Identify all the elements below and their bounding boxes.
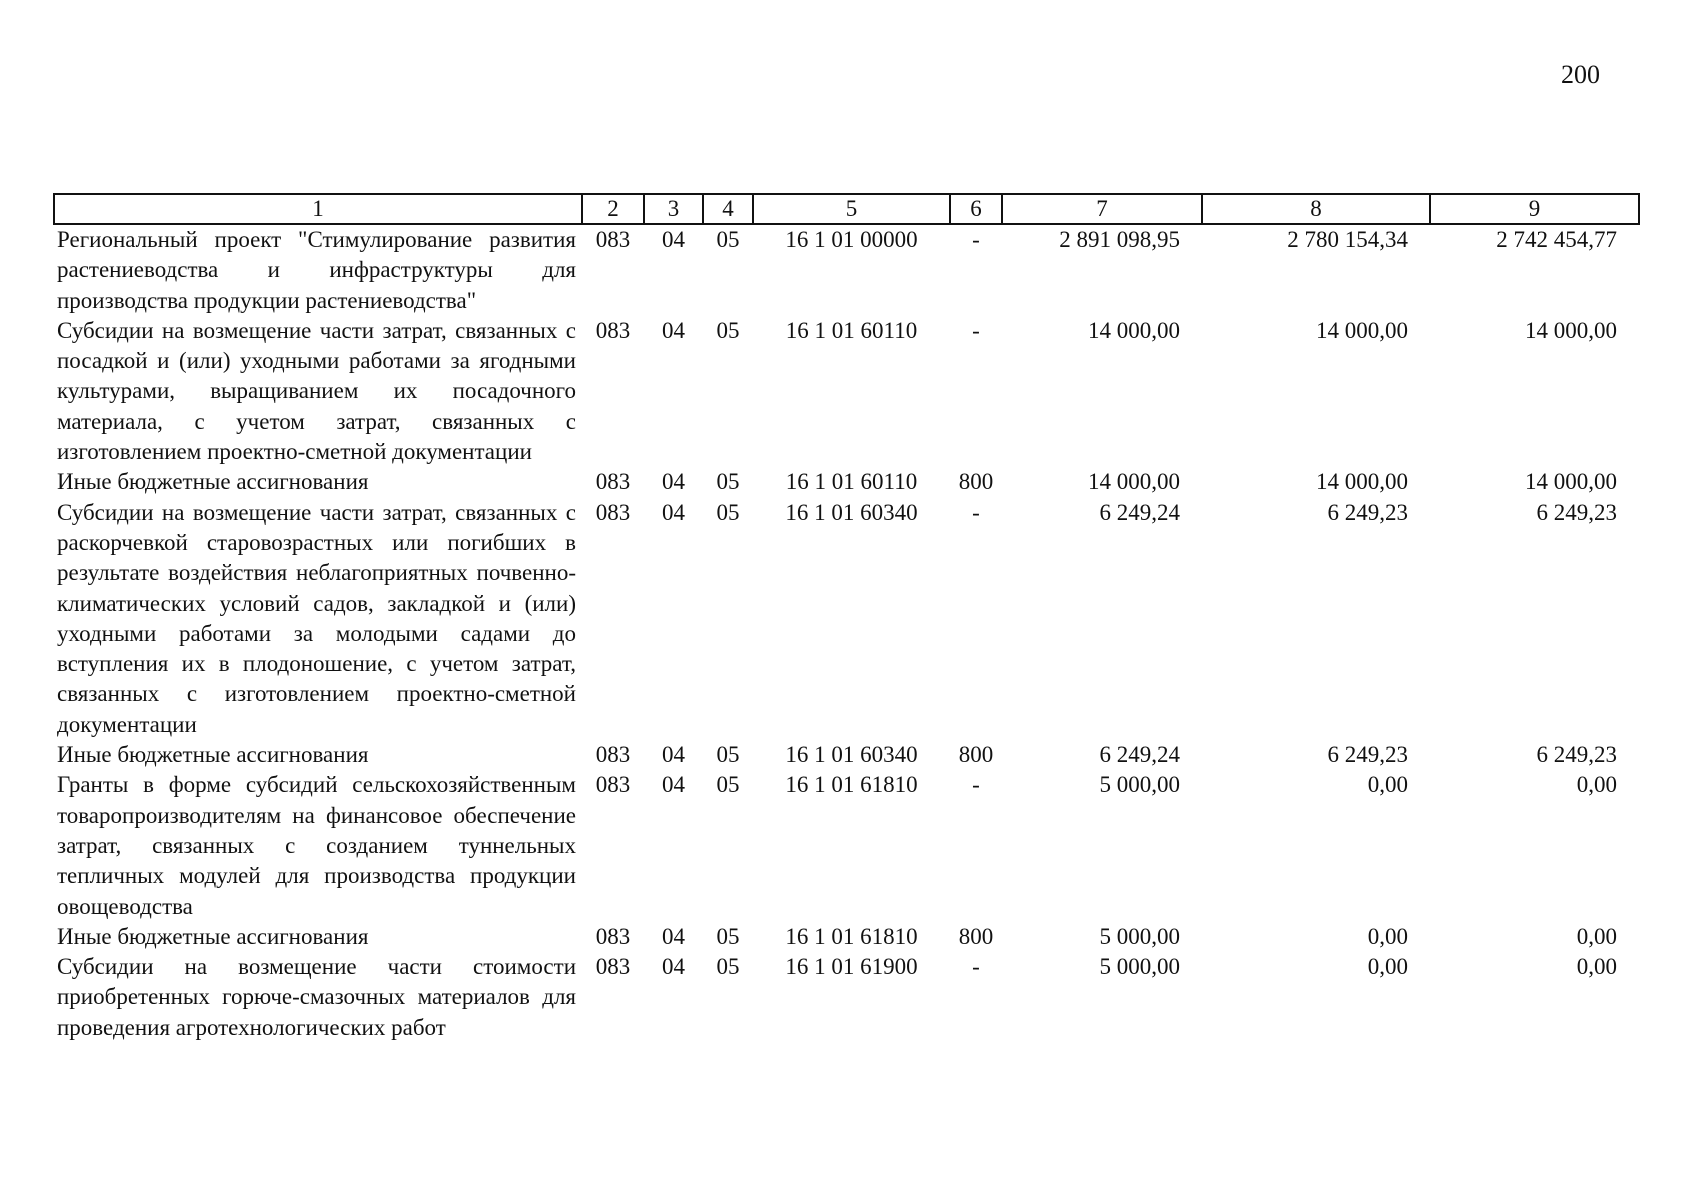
table-row [54,952,1639,1043]
section-code: 04 [662,954,685,980]
ministry-code: 083 [595,317,631,343]
target-article-code: 16 1 01 60340 [785,742,918,768]
expense-type-code: 800 [958,469,994,495]
amount-col7: 2 891 098,95 [1059,227,1180,252]
table-row [54,224,1639,316]
amount-col9: 0,00 [1576,772,1617,798]
amount-col9: 6 249,23 [1536,499,1617,525]
amount-col7: 5 000,00 [1099,772,1180,798]
table-row [54,467,1639,497]
column-header: 9 [1430,194,1639,224]
ministry-code: 083 [595,742,631,768]
table-row [54,740,1639,770]
column-header: 6 [950,194,1002,224]
amount-col7: 6 249,24 [1099,499,1180,525]
column-header: 5 [753,194,950,224]
amount-col8: 0,00 [1367,772,1408,798]
row-name: Иные бюджетные ассигнования [57,923,369,949]
section-code: 04 [662,227,685,252]
section-code: 04 [662,923,685,949]
table-row [54,498,1639,740]
amount-col8: 6 249,23 [1327,499,1408,525]
amount-col8: 14 000,00 [1316,469,1408,495]
amount-col7: 14 000,00 [1088,317,1180,343]
subsection-code: 05 [716,227,740,252]
column-header: 8 [1202,194,1430,224]
expense-type-code: - [972,954,980,980]
row-name: Субсидии на возмещение части затрат, связанных с раскорчевкой старовозрастных или погибших в результате воздействия неблагоприятных почвенно-климатических условий садов, закладкой и (или) уходными работами за молодыми садами до вступления их в плодоношение, с учетом затрат, связанных с изготовлением проектно-сметной документации [57,499,576,737]
target-article-code: 16 1 01 61900 [785,954,918,980]
target-article-code: 16 1 01 61810 [785,772,918,798]
row-name: Иные бюджетные ассигнования [57,742,369,768]
expense-type-code: 800 [958,742,994,768]
expense-type-code: - [972,772,980,798]
expense-type-code: 800 [958,923,994,949]
budget-table [53,193,1640,1043]
column-header: 4 [703,194,753,224]
section-code: 04 [662,469,685,495]
table-row [54,922,1639,952]
subsection-code: 05 [716,317,740,343]
table-row [54,316,1639,467]
amount-col8: 0,00 [1367,923,1408,949]
target-article-code: 16 1 01 60110 [785,317,918,343]
section-code: 04 [662,742,685,768]
amount-col7: 6 249,24 [1099,742,1180,768]
row-name: Гранты в форме субсидий сельскохозяйственным товаропроизводителям на финансовое обеспечение затрат, связанных с созданием туннельных тепличных модулей для производства продукции овощеводства [57,772,576,919]
section-code: 04 [662,317,685,343]
section-code: 04 [662,772,685,798]
target-article-code: 16 1 01 00000 [785,227,918,252]
row-name: Иные бюджетные ассигнования [57,469,369,495]
target-article-code: 16 1 01 60340 [785,499,918,525]
amount-col9: 14 000,00 [1525,317,1617,343]
row-name: Региональный проект "Стимулирование развития растениеводства и инфраструктуры для производства продукции растениеводства" [57,227,576,313]
row-name: Субсидии на возмещение части затрат, связанных с посадкой и (или) уходными работами за ягодными культурами, выращиванием их посадочного материала, с учетом затрат, связанных с изготовлением проектно-сметной документации [57,317,576,465]
column-header: 1 [54,194,582,224]
row-name: Субсидии на возмещение части стоимости приобретенных горюче-смазочных материалов для проведения агротехнологических работ [57,954,576,1040]
column-header: 2 [582,194,644,224]
expense-type-code: - [972,317,980,343]
target-article-code: 16 1 01 60110 [785,469,918,495]
amount-col8: 0,00 [1367,954,1408,980]
subsection-code: 05 [716,923,740,949]
amount-col8: 2 780 154,34 [1287,227,1408,252]
expense-type-code: - [972,499,980,525]
ministry-code: 083 [595,469,631,495]
ministry-code: 083 [595,954,631,980]
subsection-code: 05 [716,954,740,980]
subsection-code: 05 [716,469,740,495]
amount-col9: 0,00 [1576,923,1617,949]
table-row [54,770,1639,921]
ministry-code: 083 [595,772,631,798]
subsection-code: 05 [716,499,740,525]
amount-col7: 5 000,00 [1099,923,1180,949]
target-article-code: 16 1 01 61810 [785,923,918,949]
amount-col9: 6 249,23 [1536,742,1617,768]
header-row [54,194,1639,224]
column-header: 3 [644,194,703,224]
page-number: 200 [1561,60,1600,89]
subsection-code: 05 [716,742,740,768]
amount-col7: 14 000,00 [1088,469,1180,495]
amount-col8: 14 000,00 [1316,317,1408,343]
amount-col9: 14 000,00 [1525,469,1617,495]
amount-col9: 2 742 454,77 [1496,227,1617,252]
ministry-code: 083 [595,227,631,252]
ministry-code: 083 [595,923,631,949]
subsection-code: 05 [716,772,740,798]
column-header: 7 [1002,194,1202,224]
section-code: 04 [662,499,685,525]
amount-col8: 6 249,23 [1327,742,1408,768]
expense-type-code: - [972,227,980,252]
ministry-code: 083 [595,499,631,525]
amount-col7: 5 000,00 [1099,954,1180,980]
amount-col9: 0,00 [1576,954,1617,980]
